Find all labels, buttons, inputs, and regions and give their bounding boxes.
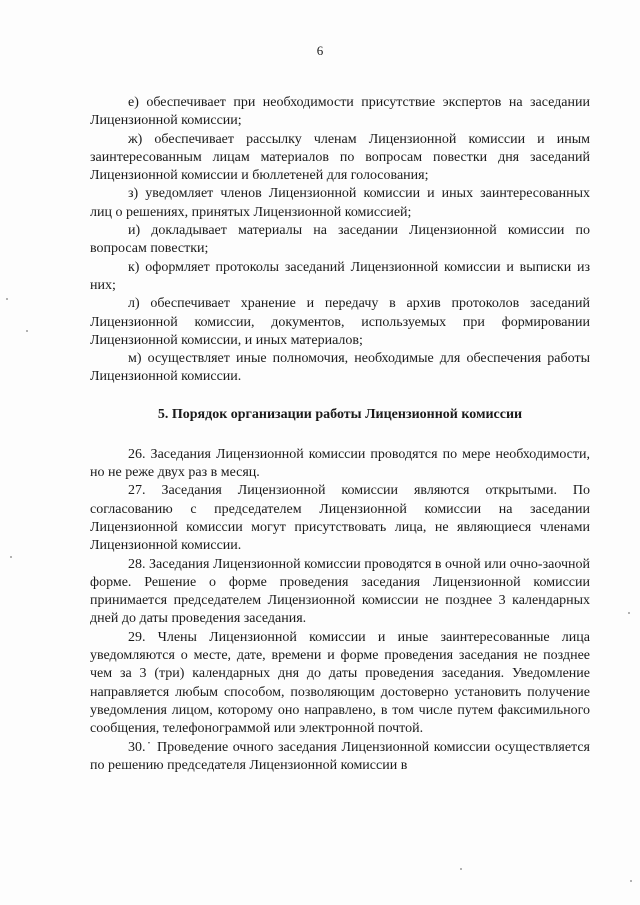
section-heading: 5. Порядок организации работы Лицензионной комиссии xyxy=(157,406,523,422)
list-item-i: и) докладывает материалы на заседании Лицензионной комиссии по вопросам повестки; xyxy=(90,223,590,257)
article-26: 26. Заседания Лицензионной комиссии проводятся по мере необходимости, но не реже двух раз в месяц. xyxy=(90,446,590,481)
page-number: 6 xyxy=(316,43,324,58)
scan-speck xyxy=(10,556,12,558)
article-29: 29. Члены Лицензионной комиссии и иные заинтересованные лица уведомляются о месте, дате, времени и форме проведения заседания не позднее чем за 3 (три) календарных дня до даты проведения заседания. Уведомление направляется любым способом, позволяющим достоверно установить получение уведомления лицом, которому оно направлено, в том числе путем факсимильного сообщения, телефонограммой или электронной почтой. xyxy=(90,629,590,737)
article-28: 28. Заседания Лицензионной комиссии проводятся в очной или очно-заочной форме. Решение о форме проведения заседания Лицензионной комиссии принимается председателем Лицензионной комиссии не позднее 3 календарных дней до даты проведения заседания. xyxy=(90,556,590,627)
list-item-z: з) уведомляет членов Лицензионной комиссии и иных заинтересованных лиц о решениях, принятых Лицензионной комиссией; xyxy=(90,186,590,220)
article-27: 27. Заседания Лицензионной комиссии являются открытыми. По согласованию с председателем Лицензионной комиссии на заседании Лицензионной комиссии могут присутствовать лица, не являющиеся членами Лицензионной комиссии. xyxy=(90,483,590,554)
list-item-k: к) оформляет протоколы заседаний Лицензионной комиссии и выписки из них; xyxy=(90,259,590,293)
list-item-zh: ж) обеспечивает рассылку членам Лицензионной комиссии и иным заинтересованным лицам материалов по вопросам повестки дня заседаний Лицензионной комиссии и бюллетеней для голосования; xyxy=(90,131,590,184)
article-30: 30.˙ Проведение очного заседания Лицензионной комиссии осуществляется по решению председателя Лицензионной комиссии в xyxy=(90,739,590,773)
scan-speck xyxy=(630,880,632,882)
scan-speck xyxy=(26,330,28,332)
scan-speck xyxy=(628,612,630,614)
scan-speck xyxy=(6,298,8,300)
list-item-l: л) обеспечивает хранение и передачу в архив протоколов заседаний Лицензионной комиссии, документов, используемых при формировании Лицензионной комиссии, и иных материалов; xyxy=(90,296,590,348)
document-body xyxy=(90,94,590,775)
list-item-m: м) осуществляет иные полномочия, необходимые для обеспечения работы Лицензионной комиссии. xyxy=(90,351,590,385)
list-item-e: е) обеспечивает при необходимости присутствие экспертов на заседании Лицензионной комиссии; xyxy=(90,95,590,129)
scan-speck xyxy=(460,868,462,870)
